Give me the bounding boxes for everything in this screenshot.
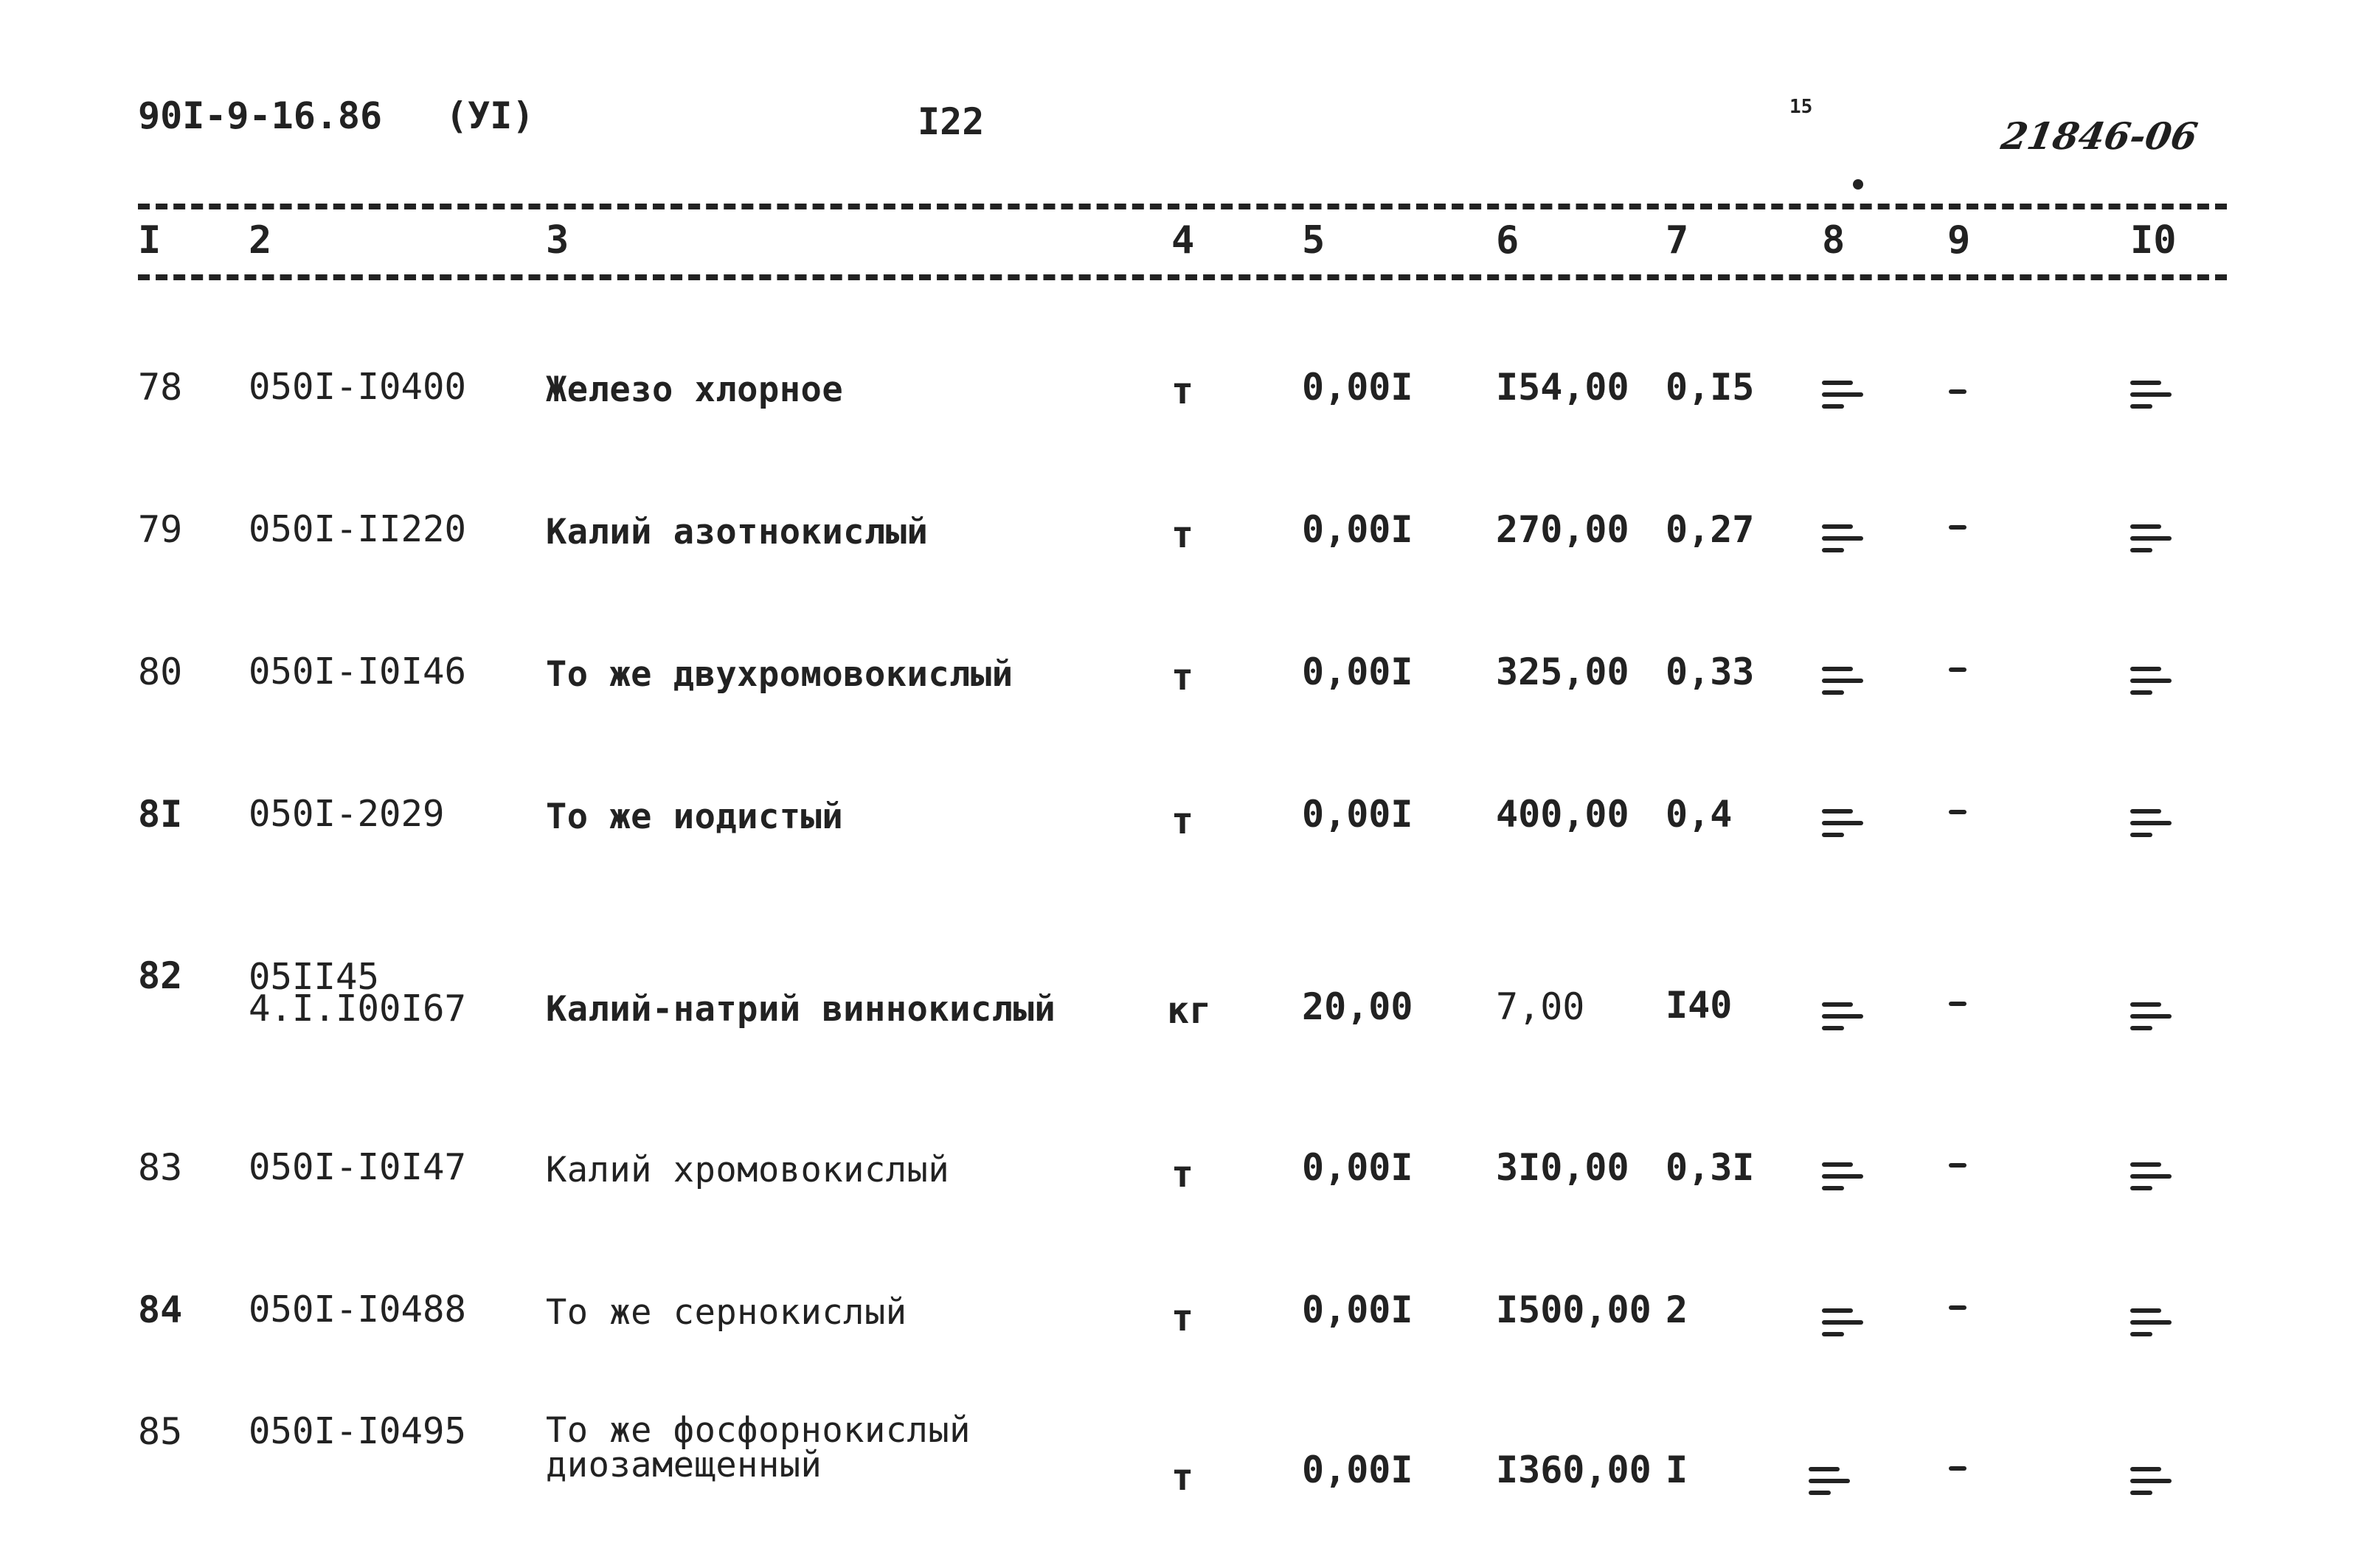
stamp-number: 21846-06 bbox=[1997, 114, 2201, 158]
ditto-mark-col10 bbox=[2130, 1305, 2172, 1339]
column-header-8: 8 bbox=[1822, 218, 1846, 263]
dash-col9 bbox=[1949, 1163, 1966, 1168]
material-code: 050I-I0I47 bbox=[249, 1146, 467, 1188]
material-code: 050I-I0495 bbox=[249, 1410, 467, 1452]
material-name: Железо хлорное bbox=[546, 370, 844, 410]
ditto-mark-col8 bbox=[1822, 1159, 1863, 1193]
unit: т bbox=[1171, 656, 1194, 698]
material-code: 050I-I0488 bbox=[249, 1288, 467, 1331]
row-number: 82 bbox=[138, 954, 183, 997]
row-number: 83 bbox=[138, 1146, 183, 1189]
material-name: То же иодистый bbox=[546, 797, 844, 837]
row-number: 79 bbox=[138, 508, 183, 551]
document-code: 90I-9-16.86 bbox=[138, 94, 383, 137]
material-name: То же сернокислый bbox=[546, 1292, 907, 1333]
quantity: 0,00I bbox=[1302, 793, 1413, 836]
material-name: Калий азотнокислый bbox=[546, 512, 929, 552]
material-code: 050I-I0I46 bbox=[249, 651, 467, 693]
total: I bbox=[1666, 1449, 1688, 1491]
price: I500,00 bbox=[1496, 1288, 1652, 1331]
unit: кг bbox=[1167, 989, 1212, 1032]
material-code: 05II45 bbox=[249, 956, 380, 998]
ditto-mark-col10 bbox=[2130, 1464, 2172, 1498]
total: 0,3I bbox=[1666, 1146, 1755, 1189]
ditto-mark-col10 bbox=[2130, 521, 2172, 555]
dash-col9 bbox=[1949, 389, 1966, 394]
quantity: 20,00 bbox=[1302, 985, 1413, 1028]
ditto-mark-col8 bbox=[1822, 999, 1863, 1033]
column-header-3: 3 bbox=[546, 218, 569, 263]
column-header-7: 7 bbox=[1666, 218, 1689, 263]
material-code-secondary: 4.I.I00I67 bbox=[249, 988, 467, 1030]
material-name: Калий-натрий виннокислый bbox=[546, 989, 1056, 1030]
price: I54,00 bbox=[1496, 366, 1629, 409]
total: 0,33 bbox=[1666, 651, 1755, 693]
ditto-mark-col8 bbox=[1822, 378, 1863, 412]
quantity: 0,00I bbox=[1302, 1288, 1413, 1331]
total: 0,I5 bbox=[1666, 366, 1755, 409]
price: 400,00 bbox=[1496, 793, 1629, 836]
quantity: 0,00I bbox=[1302, 366, 1413, 409]
price: 325,00 bbox=[1496, 651, 1629, 693]
column-header-5: 5 bbox=[1302, 218, 1325, 263]
material-name: То же двухромовокислый bbox=[546, 654, 1013, 695]
ditto-mark-col8 bbox=[1809, 1464, 1850, 1498]
row-number: 85 bbox=[138, 1410, 183, 1453]
price: I360,00 bbox=[1496, 1449, 1652, 1491]
ditto-mark-col8 bbox=[1822, 806, 1863, 840]
dash-col9 bbox=[1949, 1002, 1966, 1006]
material-code: 050I-2029 bbox=[249, 793, 445, 835]
price: 270,00 bbox=[1496, 508, 1629, 551]
ditto-mark-col10 bbox=[2130, 664, 2172, 698]
header-top-rule bbox=[138, 204, 2227, 209]
unit: т bbox=[1171, 1153, 1194, 1196]
unit: т bbox=[1171, 1456, 1194, 1499]
row-number: 84 bbox=[138, 1288, 183, 1331]
column-header-4: 4 bbox=[1171, 218, 1195, 263]
column-header-6: 6 bbox=[1496, 218, 1519, 263]
total: 0,27 bbox=[1666, 508, 1755, 551]
unit: т bbox=[1171, 1297, 1194, 1339]
page-number: I22 bbox=[918, 100, 985, 143]
dash-col9 bbox=[1949, 1305, 1966, 1310]
total: 0,4 bbox=[1666, 793, 1733, 836]
column-header-1: I bbox=[138, 218, 162, 263]
header-bottom-rule bbox=[138, 274, 2227, 280]
total: I40 bbox=[1666, 984, 1733, 1027]
ditto-mark-col8 bbox=[1822, 1305, 1863, 1339]
ditto-mark-col10 bbox=[2130, 1159, 2172, 1193]
total: 2 bbox=[1666, 1288, 1688, 1331]
column-header-2: 2 bbox=[249, 218, 272, 263]
unit: т bbox=[1171, 370, 1194, 412]
ditto-mark-col8 bbox=[1822, 521, 1863, 555]
ink-dot bbox=[1853, 179, 1863, 190]
material-name: То же фосфорнокислый bbox=[546, 1410, 971, 1451]
material-name-continued: диозамещенный bbox=[546, 1445, 822, 1485]
price: 3I0,00 bbox=[1496, 1146, 1629, 1189]
ditto-mark-col10 bbox=[2130, 999, 2172, 1033]
quantity: 0,00I bbox=[1302, 1449, 1413, 1491]
section-label: (УI) bbox=[446, 94, 535, 137]
unit: т bbox=[1171, 513, 1194, 556]
dash-col9 bbox=[1949, 810, 1966, 814]
row-number: 78 bbox=[138, 366, 183, 409]
quantity: 0,00I bbox=[1302, 651, 1413, 693]
ditto-mark-col8 bbox=[1822, 664, 1863, 698]
dash-col9 bbox=[1949, 1466, 1966, 1471]
corner-mark: 15 bbox=[1789, 96, 1813, 118]
material-code: 050I-II220 bbox=[249, 508, 467, 550]
material-code: 050I-I0400 bbox=[249, 366, 467, 408]
column-header-10: I0 bbox=[2130, 218, 2177, 263]
quantity: 0,00I bbox=[1302, 1146, 1413, 1189]
material-name: Калий хромовокислый bbox=[546, 1150, 950, 1190]
ditto-mark-col10 bbox=[2130, 806, 2172, 840]
price: 7,00 bbox=[1496, 985, 1585, 1028]
quantity: 0,00I bbox=[1302, 508, 1413, 551]
row-number: 8I bbox=[138, 793, 183, 836]
row-number: 80 bbox=[138, 651, 183, 693]
ditto-mark-col10 bbox=[2130, 378, 2172, 412]
dash-col9 bbox=[1949, 525, 1966, 530]
column-header-9: 9 bbox=[1947, 218, 1971, 263]
unit: т bbox=[1171, 799, 1194, 842]
dash-col9 bbox=[1949, 667, 1966, 672]
